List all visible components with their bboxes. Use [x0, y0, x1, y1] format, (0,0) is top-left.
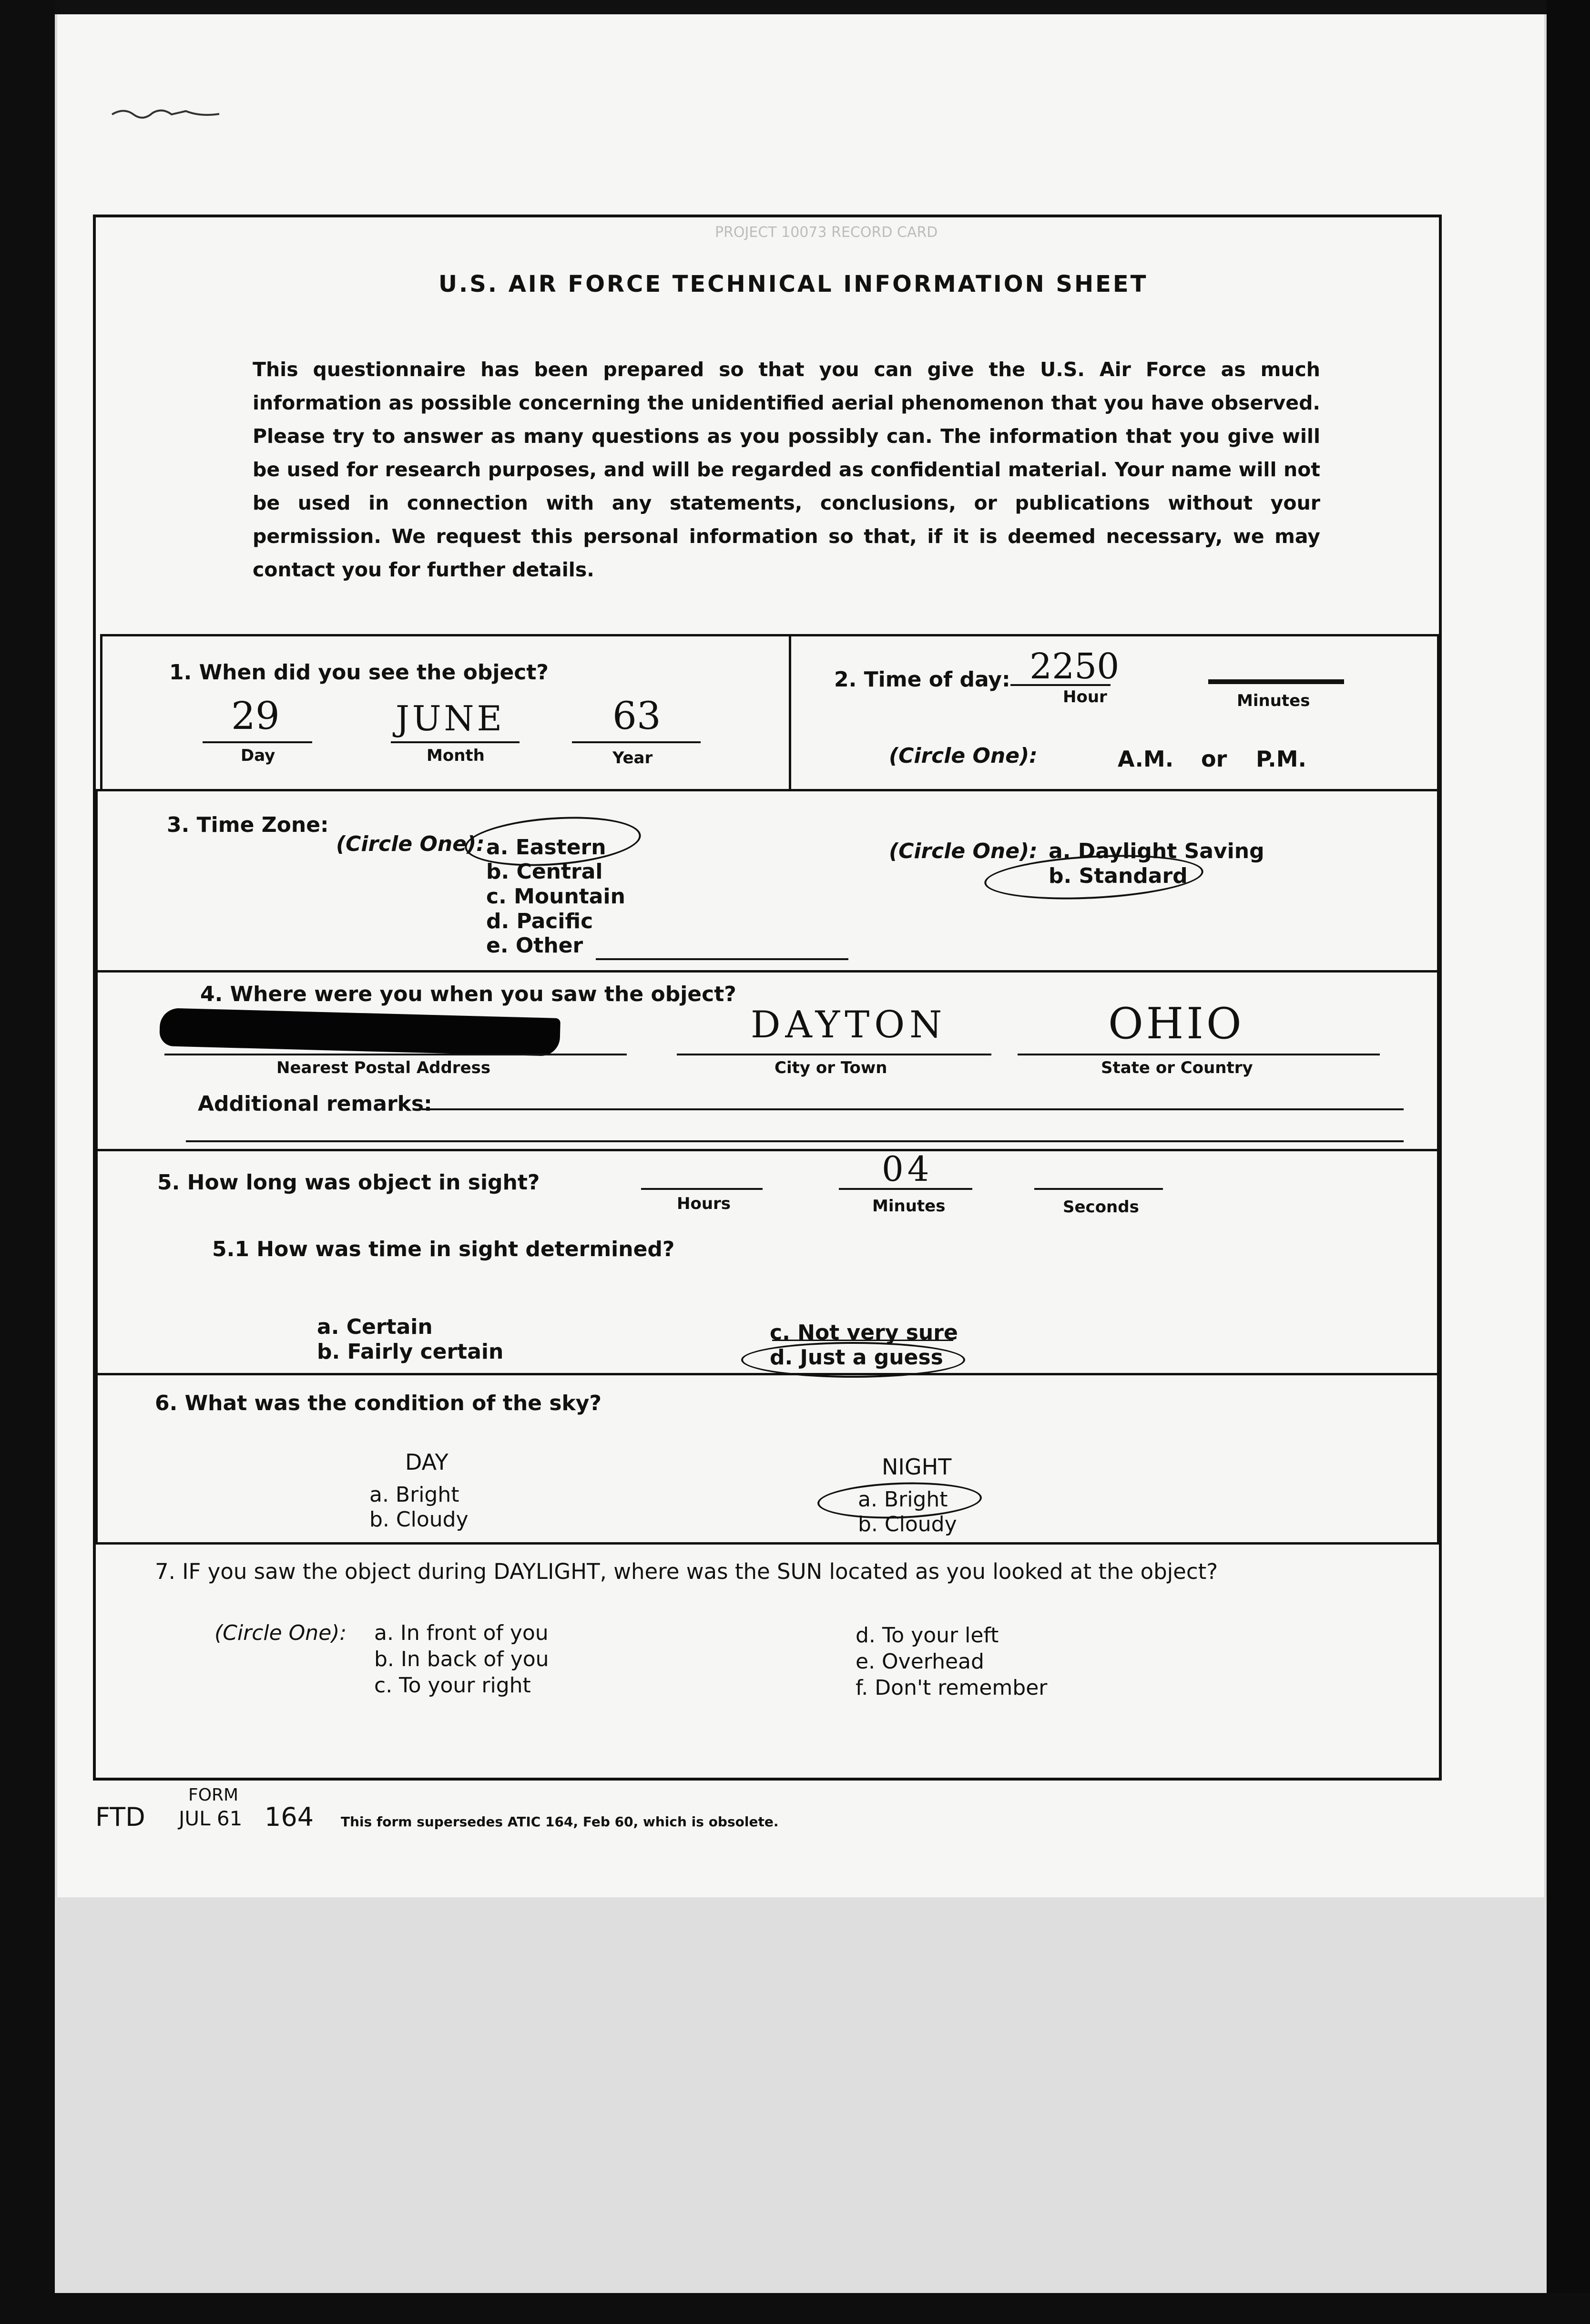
q5-option-certain: a. Certain	[317, 1315, 433, 1339]
q3-standard: b. Standard	[1049, 864, 1188, 888]
film-border-bottom	[0, 2293, 1590, 2324]
q6-night-cloudy: b. Cloudy	[858, 1512, 957, 1536]
q7-option-right: c. To your right	[374, 1673, 531, 1698]
q2-hour-value: 2250	[1029, 646, 1120, 687]
q1-question: 1. When did you see the object?	[169, 660, 549, 685]
film-border-top	[0, 0, 1590, 14]
footer-supersede-note: This form supersedes ATIC 164, Feb 60, which is obsolete.	[341, 1814, 779, 1830]
q2-minutes-value-dash	[1208, 679, 1344, 684]
q7-option-overhead: e. Overhead	[856, 1649, 984, 1674]
q2-question: 2. Time of day:	[834, 667, 1010, 692]
q1-year-value: 63	[612, 694, 661, 738]
q5-option-not-very-sure: c. Not very sure	[770, 1321, 958, 1345]
pen-scribble-mark	[110, 102, 229, 122]
q3-zone-central: b. Central	[486, 860, 603, 884]
q5-minutes-value: 04	[882, 1149, 933, 1189]
q5-minutes-label: Minutes	[872, 1197, 946, 1216]
q2-minutes-label: Minutes	[1237, 691, 1310, 710]
q6-day-cloudy: b. Cloudy	[369, 1507, 469, 1532]
q3-zone-pacific: d. Pacific	[486, 909, 593, 933]
q2-pm: P.M.	[1256, 746, 1306, 772]
q5-option-just-a-guess: d. Just a guess	[770, 1345, 943, 1370]
q4-address-line	[164, 1054, 627, 1055]
q3-zone-other: e. Other	[486, 933, 583, 958]
q5-hours-label: Hours	[677, 1194, 731, 1213]
q3-circle-one: (Circle One):	[336, 832, 485, 856]
q6-night-heading: NIGHT	[882, 1454, 952, 1480]
q5-sub-question: 5.1 How was time in sight determined?	[212, 1237, 675, 1261]
q6-day-heading: DAY	[405, 1449, 448, 1475]
q2-hour-line	[1010, 684, 1111, 686]
footer-form-label: FORM	[188, 1785, 239, 1805]
q1-year-line	[572, 741, 701, 743]
footer-form-date: JUL 61	[179, 1807, 243, 1830]
q4-remarks-line-2	[186, 1140, 1404, 1142]
q6-night-bright: a. Bright	[858, 1487, 948, 1512]
q6-question: 6. What was the condition of the sky?	[155, 1391, 601, 1415]
page-title: U.S. AIR FORCE TECHNICAL INFORMATION SHEET	[438, 271, 1148, 297]
q6-day-bright: a. Bright	[369, 1483, 459, 1507]
q4-remarks-line-1	[422, 1108, 1404, 1110]
q4-city-line	[677, 1054, 991, 1055]
q7-option-dont-remember: f. Don't remember	[856, 1676, 1048, 1700]
bleed-through-text: PROJECT 10073 RECORD CARD	[715, 224, 938, 241]
q4-state-value: OHIO	[1108, 999, 1244, 1049]
q5-seconds-label: Seconds	[1063, 1198, 1139, 1217]
q4-city-value: DAYTON	[751, 1003, 947, 1046]
q1-month-line	[391, 741, 520, 743]
q1-month-label: Month	[427, 746, 485, 765]
q2-hour-label: Hour	[1063, 687, 1107, 706]
q5-minutes-line	[839, 1188, 972, 1190]
q1-day-value: 29	[231, 694, 280, 738]
q3-circle-one-2: (Circle One):	[889, 839, 1038, 863]
q7-option-back: b. In back of you	[374, 1647, 549, 1671]
q4-city-label: City or Town	[775, 1058, 887, 1077]
q3-question: 3. Time Zone:	[167, 813, 329, 837]
q1-day-line	[203, 741, 312, 743]
q7-option-left: d. To your left	[856, 1623, 999, 1648]
q5-strike-mark	[772, 1340, 953, 1341]
film-border-left	[0, 0, 55, 2324]
q1-month-value: JUNE	[396, 698, 505, 738]
q7-circle-one: (Circle One):	[214, 1621, 347, 1645]
q2-circle-one: (Circle One):	[889, 744, 1038, 768]
q7-question: 7. IF you saw the object during DAYLIGHT, where was the SUN located as you looked at the object?	[155, 1559, 1218, 1584]
q3-zone-mountain: c. Mountain	[486, 884, 625, 909]
q1-day-label: Day	[241, 746, 275, 765]
q4-state-line	[1018, 1054, 1380, 1055]
q5-hours-line	[641, 1188, 763, 1190]
q2-am: A.M.	[1118, 746, 1174, 772]
q1-year-label: Year	[612, 748, 653, 768]
q4-address-label: Nearest Postal Address	[276, 1058, 491, 1077]
q5-option-fairly-certain: b. Fairly certain	[317, 1340, 504, 1364]
q4-state-label: State or Country	[1101, 1058, 1253, 1077]
q2-or: or	[1201, 746, 1227, 772]
q5-just-a-guess-circle-mark	[741, 1342, 965, 1378]
q4-question: 4. Where were you when you saw the object?	[200, 982, 736, 1006]
q7-option-front: a. In front of you	[374, 1621, 549, 1645]
q3-other-line	[596, 958, 848, 960]
q5-seconds-line	[1034, 1188, 1163, 1190]
q4-remarks-label: Additional remarks:	[198, 1092, 432, 1116]
intro-paragraph: This questionnaire has been prepared so that you can give the U.S. Air Force as much information as possible concerning the unidentified aerial phenomenon that you have observed. Please try to answer as many questions as you possibly can. The information that you give will be used for research purposes, and will be regarded as confidential material. Your name will not be used in connection with any statements, conclusions, or publications without your permission. We request this personal information so that, if it is deemed necessary, we may contact you for further details.	[253, 358, 1320, 581]
q3-daylight-saving: a. Daylight Saving	[1049, 839, 1264, 863]
film-border-right	[1547, 0, 1590, 2324]
footer-ftd: FTD	[95, 1802, 145, 1832]
q5-question: 5. How long was object in sight?	[157, 1170, 540, 1195]
q3-zone-eastern: a. Eastern	[486, 835, 606, 860]
footer-form-number: 164	[265, 1802, 314, 1832]
underlying-page	[55, 1897, 1547, 2293]
